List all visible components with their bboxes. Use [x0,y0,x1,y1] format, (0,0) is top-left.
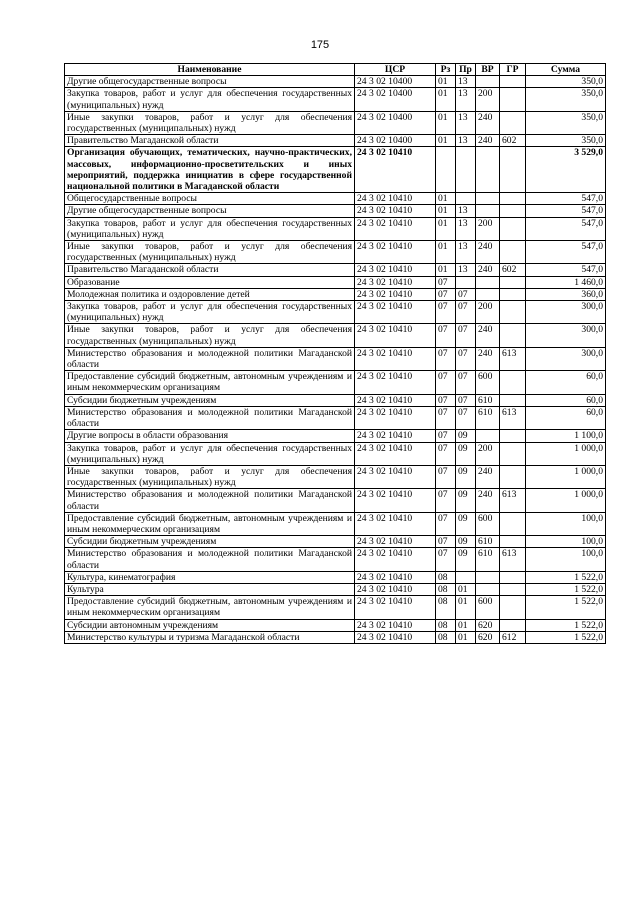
cell-csr: 24 3 02 10410 [355,442,436,465]
table-row [65,324,606,347]
cell-sum: 547,0 [526,193,606,205]
table-row [65,394,606,406]
cell-gr [500,371,526,394]
cell-rz: 07 [436,406,456,429]
cell-csr: 24 3 02 10410 [355,301,436,324]
cell-name: Правительство Магаданской области [65,135,355,147]
cell-csr: 24 3 02 10410 [355,596,436,619]
cell-gr: 612 [500,631,526,643]
cell-name: Субсидии автономным учреждениям [65,619,355,631]
cell-pr: 09 [456,442,476,465]
cell-name: Закупка товаров, работ и услуг для обеспечения государственных (муниципальных) нужд [65,301,355,324]
header-gr: ГР [500,64,526,76]
cell-csr: 24 3 02 10410 [355,371,436,394]
cell-vr: 240 [476,264,500,276]
table-row [65,135,606,147]
cell-csr: 24 3 02 10410 [355,430,436,442]
cell-name: Другие общегосударственные вопросы [65,76,355,88]
table-body [65,76,606,644]
cell-pr [456,147,476,193]
cell-sum: 547,0 [526,264,606,276]
cell-name: Предоставление субсидий бюджетным, автономным учреждениям и иным некоммерческим организациям [65,371,355,394]
cell-gr [500,147,526,193]
cell-gr [500,596,526,619]
cell-rz: 01 [436,111,456,134]
cell-vr: 240 [476,465,500,488]
cell-name: Образование [65,276,355,288]
cell-name: Предоставление субсидий бюджетным, автономным учреждениям и иным некоммерческим организациям [65,512,355,535]
cell-vr [476,147,500,193]
cell-vr: 620 [476,631,500,643]
cell-pr: 07 [456,406,476,429]
table-row [65,264,606,276]
cell-vr: 600 [476,512,500,535]
cell-gr [500,571,526,583]
cell-vr: 240 [476,324,500,347]
cell-vr: 200 [476,442,500,465]
cell-sum: 1 522,0 [526,631,606,643]
table-row [65,301,606,324]
cell-gr [500,583,526,595]
cell-gr [500,241,526,264]
cell-pr: 13 [456,111,476,134]
cell-vr [476,205,500,217]
cell-csr: 24 3 02 10410 [355,276,436,288]
cell-sum: 547,0 [526,217,606,240]
cell-rz: 08 [436,619,456,631]
table-row [65,583,606,595]
table-row [65,193,606,205]
table-row [65,465,606,488]
cell-name: Закупка товаров, работ и услуг для обеспечения государственных (муниципальных) нужд [65,442,355,465]
cell-vr: 600 [476,371,500,394]
cell-vr: 200 [476,217,500,240]
cell-vr [476,193,500,205]
cell-gr: 613 [500,406,526,429]
cell-vr [476,276,500,288]
cell-gr [500,205,526,217]
table-row [65,512,606,535]
cell-rz: 07 [436,288,456,300]
cell-sum: 350,0 [526,135,606,147]
table-row [65,371,606,394]
cell-rz: 08 [436,583,456,595]
cell-csr: 24 3 02 10410 [355,193,436,205]
cell-rz: 01 [436,217,456,240]
cell-name: Иные закупки товаров, работ и услуг для обеспечения государственных (муниципальных) нужд [65,324,355,347]
cell-pr: 07 [456,288,476,300]
cell-csr: 24 3 02 10410 [355,347,436,370]
cell-gr [500,442,526,465]
cell-pr: 13 [456,205,476,217]
cell-name: Министерство образования и молодежной политики Магаданской области [65,548,355,571]
cell-gr [500,430,526,442]
cell-pr: 07 [456,371,476,394]
table-row [65,217,606,240]
table-row [65,347,606,370]
cell-gr [500,193,526,205]
cell-rz: 07 [436,536,456,548]
cell-csr: 24 3 02 10400 [355,135,436,147]
cell-sum: 1 100,0 [526,430,606,442]
cell-pr [456,571,476,583]
table-row [65,147,606,193]
cell-name: Другие общегосударственные вопросы [65,205,355,217]
cell-pr: 13 [456,76,476,88]
cell-gr [500,394,526,406]
cell-csr: 24 3 02 10410 [355,571,436,583]
cell-sum: 1 000,0 [526,442,606,465]
cell-gr [500,324,526,347]
cell-pr: 09 [456,489,476,512]
cell-rz: 07 [436,465,456,488]
cell-gr: 602 [500,264,526,276]
cell-sum: 1 522,0 [526,596,606,619]
cell-pr [456,276,476,288]
cell-vr [476,571,500,583]
cell-csr: 24 3 02 10410 [355,465,436,488]
cell-gr [500,301,526,324]
cell-gr: 602 [500,135,526,147]
table-row [65,548,606,571]
cell-vr [476,430,500,442]
cell-sum: 1 522,0 [526,583,606,595]
cell-gr: 613 [500,548,526,571]
cell-csr: 24 3 02 10410 [355,217,436,240]
cell-rz: 07 [436,489,456,512]
cell-csr: 24 3 02 10410 [355,631,436,643]
cell-sum: 350,0 [526,76,606,88]
table-row [65,111,606,134]
cell-sum: 1 522,0 [526,571,606,583]
cell-pr: 09 [456,548,476,571]
cell-csr: 24 3 02 10400 [355,111,436,134]
cell-pr [456,193,476,205]
cell-gr [500,288,526,300]
cell-sum: 3 529,0 [526,147,606,193]
cell-rz: 08 [436,631,456,643]
cell-pr: 07 [456,301,476,324]
cell-vr: 240 [476,241,500,264]
cell-name: Закупка товаров, работ и услуг для обеспечения государственных (муниципальных) нужд [65,88,355,111]
table-row [65,442,606,465]
cell-vr [476,583,500,595]
cell-sum: 547,0 [526,241,606,264]
cell-name: Субсидии бюджетным учреждениям [65,536,355,548]
cell-vr: 600 [476,596,500,619]
cell-name: Культура, кинематография [65,571,355,583]
cell-name: Субсидии бюджетным учреждениям [65,394,355,406]
cell-vr [476,288,500,300]
cell-gr: 613 [500,347,526,370]
header-name: Наименование [65,64,355,76]
cell-pr: 01 [456,596,476,619]
cell-gr [500,88,526,111]
cell-rz: 01 [436,264,456,276]
cell-sum: 1 522,0 [526,619,606,631]
table-header-row [65,64,606,76]
table-row [65,619,606,631]
table-row [65,536,606,548]
cell-sum: 300,0 [526,301,606,324]
cell-name: Министерство образования и молодежной политики Магаданской области [65,347,355,370]
table-row [65,596,606,619]
cell-gr [500,76,526,88]
cell-rz: 08 [436,596,456,619]
cell-name: Культура [65,583,355,595]
cell-sum: 60,0 [526,371,606,394]
table-row [65,406,606,429]
table-row [65,430,606,442]
cell-rz: 07 [436,442,456,465]
cell-vr [476,76,500,88]
table-row [65,631,606,643]
cell-sum: 1 460,0 [526,276,606,288]
cell-name: Закупка товаров, работ и услуг для обеспечения государственных (муниципальных) нужд [65,217,355,240]
cell-vr: 610 [476,548,500,571]
cell-vr: 240 [476,135,500,147]
cell-vr: 240 [476,111,500,134]
cell-rz: 07 [436,430,456,442]
cell-rz: 07 [436,512,456,535]
cell-pr: 09 [456,465,476,488]
cell-name: Правительство Магаданской области [65,264,355,276]
cell-csr: 24 3 02 10410 [355,619,436,631]
cell-csr: 24 3 02 10410 [355,536,436,548]
cell-rz: 01 [436,88,456,111]
cell-csr: 24 3 02 10410 [355,512,436,535]
cell-name: Предоставление субсидий бюджетным, автономным учреждениям и иным некоммерческим организациям [65,596,355,619]
cell-pr: 07 [456,324,476,347]
cell-gr [500,536,526,548]
table-row [65,276,606,288]
cell-csr: 24 3 02 10410 [355,264,436,276]
cell-gr [500,217,526,240]
cell-csr: 24 3 02 10410 [355,205,436,217]
cell-vr: 610 [476,536,500,548]
cell-sum: 300,0 [526,324,606,347]
table-row [65,205,606,217]
cell-vr: 200 [476,301,500,324]
cell-sum: 60,0 [526,394,606,406]
cell-pr: 13 [456,264,476,276]
cell-sum: 350,0 [526,88,606,111]
header-vr: ВР [476,64,500,76]
cell-rz: 01 [436,135,456,147]
cell-csr: 24 3 02 10410 [355,324,436,347]
header-csr: ЦСР [355,64,436,76]
cell-sum: 350,0 [526,111,606,134]
cell-sum: 300,0 [526,347,606,370]
table-row [65,76,606,88]
cell-name: Организация обучающих, тематических, научно-практических, массовых, информационно-просветительских и иных мероприятий, поддержка инициатив в сфере государственной национальной политики в Магаданской области [65,147,355,193]
cell-csr: 24 3 02 10410 [355,394,436,406]
cell-gr [500,111,526,134]
budget-table [64,63,606,644]
cell-sum: 100,0 [526,512,606,535]
cell-sum: 547,0 [526,205,606,217]
cell-sum: 1 000,0 [526,465,606,488]
cell-name: Министерство образования и молодежной политики Магаданской области [65,489,355,512]
header-pr: Пр [456,64,476,76]
cell-rz: 01 [436,76,456,88]
cell-name: Общегосударственные вопросы [65,193,355,205]
cell-pr: 13 [456,217,476,240]
cell-sum: 360,0 [526,288,606,300]
cell-rz: 01 [436,193,456,205]
table-row [65,288,606,300]
header-rz: Рз [436,64,456,76]
cell-csr: 24 3 02 10400 [355,88,436,111]
cell-csr: 24 3 02 10410 [355,147,436,193]
cell-name: Иные закупки товаров, работ и услуг для обеспечения государственных (муниципальных) нужд [65,241,355,264]
cell-csr: 24 3 02 10410 [355,406,436,429]
cell-pr: 07 [456,394,476,406]
cell-csr: 24 3 02 10410 [355,241,436,264]
table-row [65,571,606,583]
cell-rz: 07 [436,347,456,370]
cell-csr: 24 3 02 10410 [355,288,436,300]
cell-gr: 613 [500,489,526,512]
cell-name: Другие вопросы в области образования [65,430,355,442]
cell-pr: 09 [456,430,476,442]
cell-gr [500,276,526,288]
cell-sum: 1 000,0 [526,489,606,512]
cell-sum: 100,0 [526,536,606,548]
cell-rz: 07 [436,394,456,406]
cell-gr [500,465,526,488]
cell-rz [436,147,456,193]
table-row [65,88,606,111]
cell-rz: 08 [436,571,456,583]
cell-rz: 07 [436,301,456,324]
cell-rz: 07 [436,324,456,347]
cell-rz: 01 [436,241,456,264]
table-row [65,241,606,264]
cell-sum: 100,0 [526,548,606,571]
cell-csr: 24 3 02 10410 [355,548,436,571]
cell-vr: 240 [476,489,500,512]
cell-csr: 24 3 02 10410 [355,583,436,595]
cell-pr: 13 [456,241,476,264]
cell-pr: 13 [456,135,476,147]
cell-vr: 240 [476,347,500,370]
cell-pr: 01 [456,631,476,643]
table-row [65,489,606,512]
cell-gr [500,619,526,631]
cell-pr: 01 [456,619,476,631]
cell-vr: 200 [476,88,500,111]
cell-gr [500,512,526,535]
cell-pr: 13 [456,88,476,111]
cell-vr: 610 [476,394,500,406]
cell-pr: 01 [456,583,476,595]
cell-pr: 07 [456,347,476,370]
cell-rz: 07 [436,276,456,288]
cell-rz: 07 [436,548,456,571]
cell-sum: 60,0 [526,406,606,429]
cell-name: Министерство образования и молодежной политики Магаданской области [65,406,355,429]
header-sum: Сумма [526,64,606,76]
cell-csr: 24 3 02 10400 [355,76,436,88]
cell-rz: 07 [436,371,456,394]
cell-rz: 01 [436,205,456,217]
cell-vr: 620 [476,619,500,631]
cell-pr: 09 [456,536,476,548]
cell-name: Молодежная политика и оздоровление детей [65,288,355,300]
page-number: 175 [310,39,330,51]
cell-name: Иные закупки товаров, работ и услуг для обеспечения государственных (муниципальных) нужд [65,111,355,134]
cell-name: Министерство культуры и туризма Магаданской области [65,631,355,643]
cell-vr: 610 [476,406,500,429]
cell-name: Иные закупки товаров, работ и услуг для обеспечения государственных (муниципальных) нужд [65,465,355,488]
cell-pr: 09 [456,512,476,535]
cell-csr: 24 3 02 10410 [355,489,436,512]
